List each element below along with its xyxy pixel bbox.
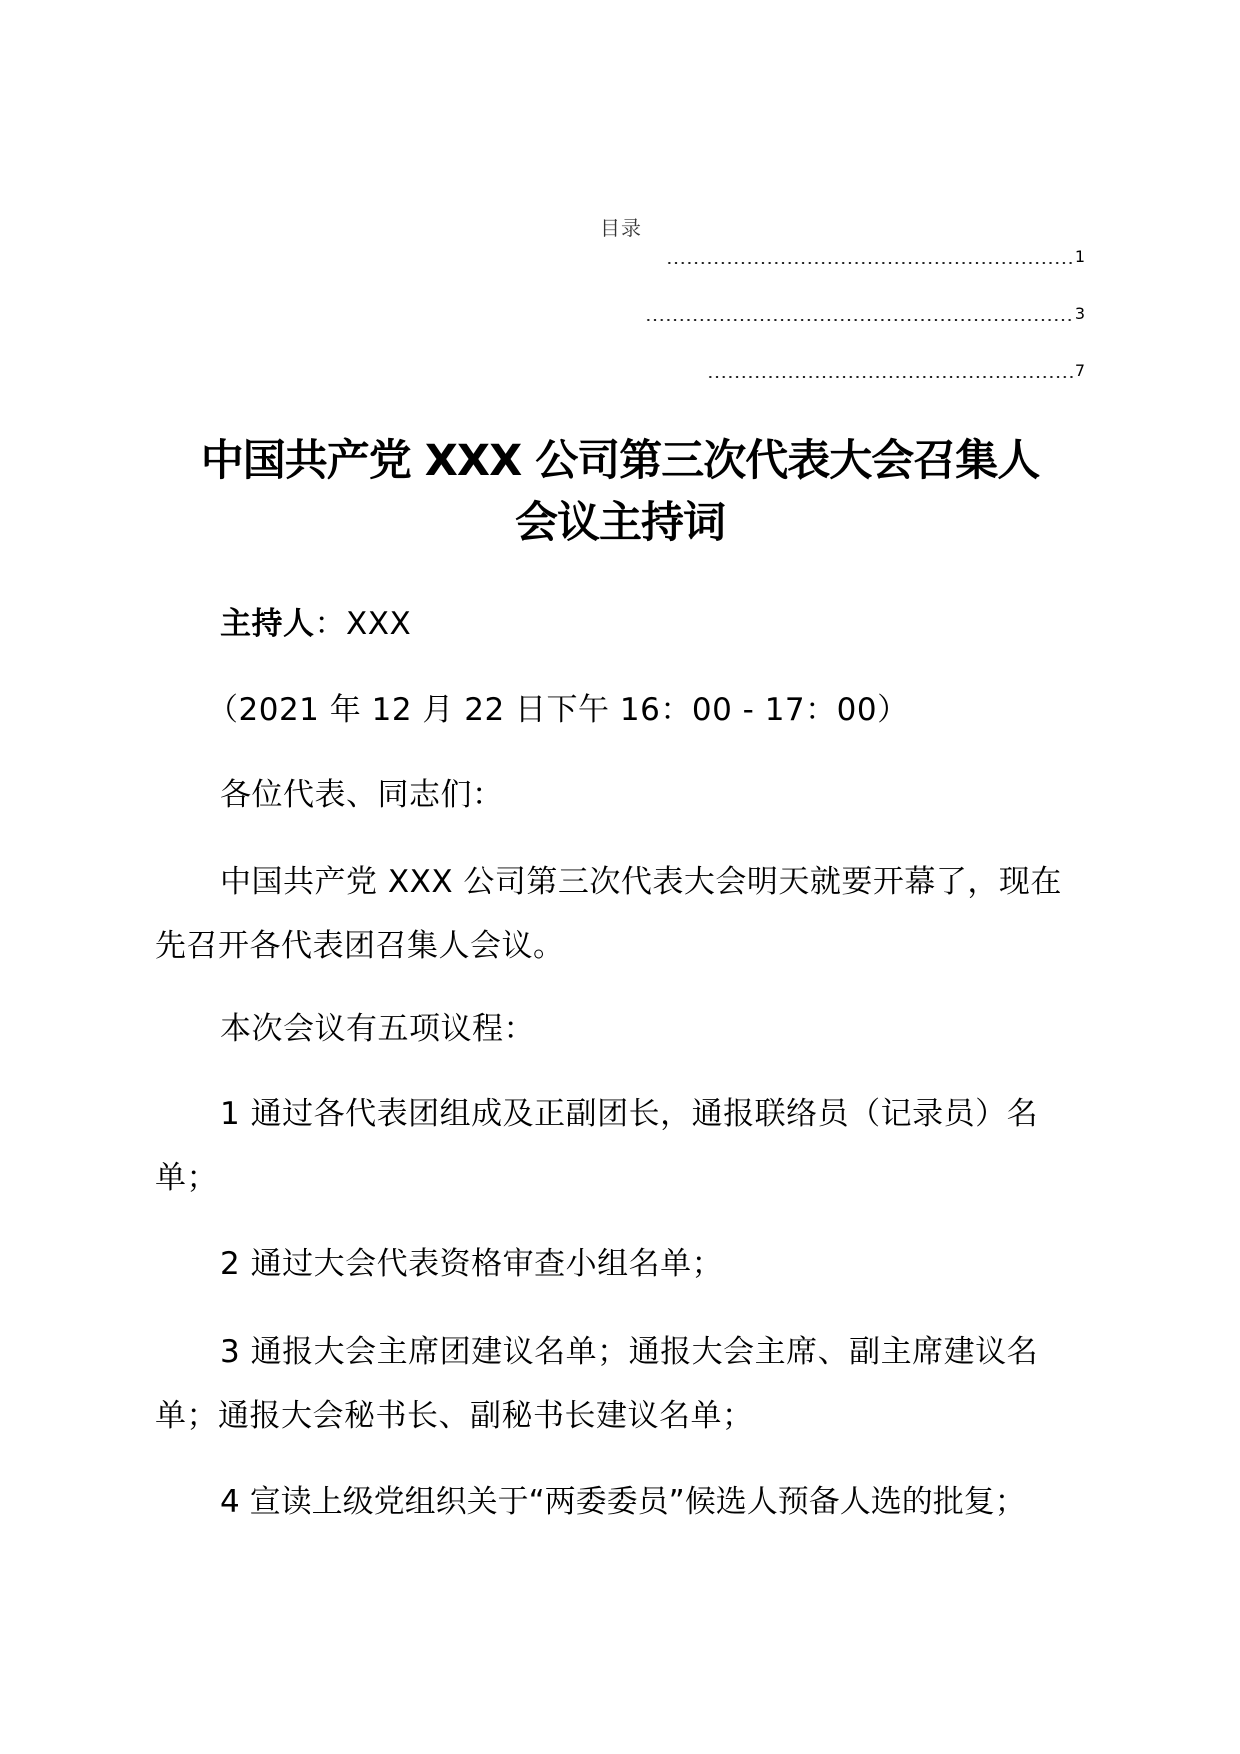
host-separator: ： — [314, 606, 346, 642]
toc-entry[interactable] — [645, 303, 1085, 325]
agenda-item-2: 2 通过大会代表资格审查小组名单； — [220, 1246, 724, 1282]
toc-dot-leader — [707, 376, 1073, 378]
toc-dot-leader — [666, 262, 1073, 264]
toc-page-number: 1 — [1074, 247, 1085, 266]
intro-paragraph: 中国共产党 XXX 公司第三次代表大会明天就要开幕了，现在先召开各代表团召集人会议。 — [155, 864, 1062, 964]
title-line-1: 中国共产党 XXX 公司第三次代表大会召集人 — [200, 436, 1040, 486]
meeting-time: （2021 年 12 月 22 日下午 16：00 - 17：00） — [207, 692, 909, 728]
document-title — [155, 430, 1085, 554]
host-name: XXX — [346, 606, 412, 642]
agenda-intro: 本次会议有五项议程： — [220, 1011, 535, 1047]
title-line-2: 会议主持词 — [515, 498, 725, 548]
toc-page-number: 7 — [1074, 361, 1085, 380]
toc-page-number: 3 — [1074, 304, 1085, 323]
greeting: 各位代表、同志们： — [220, 777, 504, 813]
agenda-item-1: 1 通过各代表团组成及正副团长，通报联络员（记录员）名单； — [155, 1096, 1039, 1196]
toc-entry[interactable] — [707, 360, 1085, 382]
host-line — [155, 592, 1090, 656]
agenda-item-3: 3 通报大会主席团建议名单；通报大会主席、副主席建议名单；通报大会秘书长、副秘书长建议名单； — [155, 1334, 1039, 1434]
toc-dot-leader — [645, 319, 1073, 321]
host-label: 主持人 — [220, 606, 315, 642]
agenda-item-4: 4 宣读上级党组织关于“两委委员”候选人预备人选的批复； — [220, 1484, 1026, 1520]
toc-heading: 目录 — [600, 216, 642, 240]
toc-entry[interactable] — [666, 246, 1085, 268]
